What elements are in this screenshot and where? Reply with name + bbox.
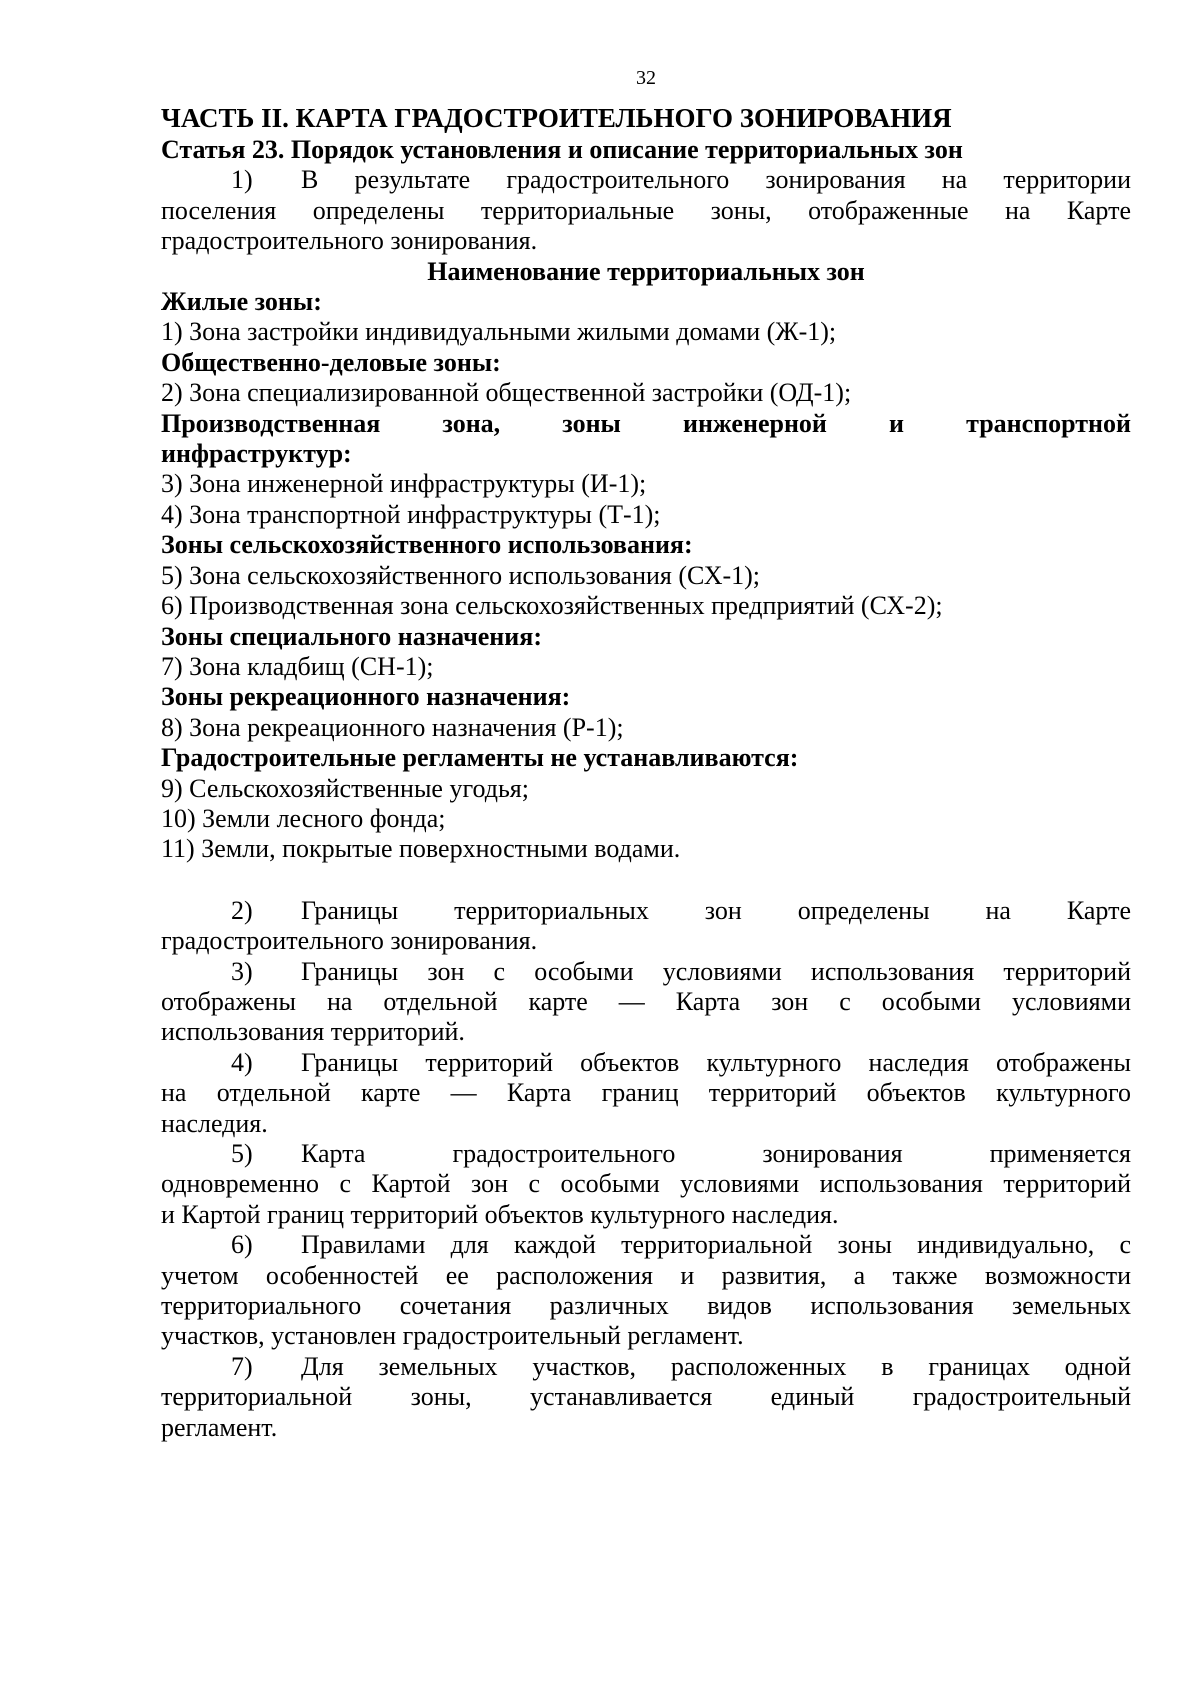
zone-group-title: Зоны специального назначения: xyxy=(161,621,542,651)
paragraph-1 xyxy=(161,165,1131,256)
paragraph-line: градостроительного зонирования. xyxy=(161,226,538,256)
zone-group-title: Градостроительные регламенты не устанавливаются: xyxy=(161,743,799,773)
paragraph-4 xyxy=(161,1048,1131,1139)
zone-group-title: Общественно-деловые зоны: xyxy=(161,347,501,377)
paragraph-line: регламент. xyxy=(161,1412,278,1442)
paragraph-6 xyxy=(161,1230,1131,1352)
paragraph-line: участков, установлен градостроительный регламент. xyxy=(161,1321,744,1351)
zone-item: 4) Зона транспортной инфраструктуры (Т-1); xyxy=(161,499,661,529)
zone-group-production xyxy=(161,409,1131,531)
article-title: Статья 23. Порядок установления и описание территориальных зон xyxy=(161,135,963,164)
paragraph-line: поселения определены территориальные зоны, отображенные на Карте xyxy=(161,195,1131,225)
zone-item: 8) Зона рекреационного назначения (Р-1); xyxy=(161,712,624,742)
paragraph-number: 2) xyxy=(231,895,253,925)
zone-group-title: инфраструктур: xyxy=(161,439,352,469)
paragraph-line: 2) Границы территориальных зон определены на Карте xyxy=(231,895,1131,925)
paragraph-line: учетом особенностей ее расположения и развития, а также возможности xyxy=(161,1260,1131,1290)
paragraph-2 xyxy=(161,896,1131,957)
zone-group-special xyxy=(161,622,1131,683)
zone-group-title: Жилые зоны: xyxy=(161,287,322,317)
paragraph-7 xyxy=(161,1352,1131,1443)
paragraph-number: 6) xyxy=(231,1230,253,1260)
paragraph-line: 4) Границы территорий объектов культурного наследия отображены xyxy=(231,1047,1131,1077)
paragraph-number: 7) xyxy=(231,1351,253,1381)
zone-item: 3) Зона инженерной инфраструктуры (И-1); xyxy=(161,469,647,499)
paragraph-line: 3) Границы зон с особыми условиями использования территорий xyxy=(231,956,1131,986)
paragraph-number: 1) xyxy=(231,165,253,195)
zone-group-recreation xyxy=(161,682,1131,743)
paragraph-line: 7) Для земельных участков, расположенных в границах одной xyxy=(231,1351,1131,1381)
paragraph-line: отображены на отдельной карте — Карта зон с особыми условиями xyxy=(161,986,1131,1016)
zone-group-residential xyxy=(161,287,1131,348)
zone-item: 2) Зона специализированной общественной застройки (ОД-1); xyxy=(161,378,852,408)
zone-item: 7) Зона кладбищ (СН-1); xyxy=(161,651,434,681)
zones-heading: Наименование территориальных зон xyxy=(427,256,865,286)
zone-group-title: Производственная зона, зоны инженерной и транспортной xyxy=(161,408,1131,438)
paragraph-line: использования территорий. xyxy=(161,1017,465,1047)
paragraph-line: 5) Карта градостроительного зонирования применяется xyxy=(231,1139,1131,1168)
zone-group-title: Зоны рекреационного назначения: xyxy=(161,682,571,712)
paragraph-number: 3) xyxy=(231,956,253,986)
paragraph-number: 5) xyxy=(231,1139,253,1168)
zone-group-title: Зоны сельскохозяйственного использования: xyxy=(161,530,693,560)
paragraph-line: одновременно с Картой зон с особыми условиями использования территорий xyxy=(161,1169,1131,1199)
document-page xyxy=(161,66,1131,1443)
paragraph-line: градостроительного зонирования. xyxy=(161,926,538,956)
paragraph-3 xyxy=(161,957,1131,1048)
zone-group-no-regulations xyxy=(161,743,1131,865)
paragraph-line: территориального сочетания различных видов использования земельных xyxy=(161,1291,1131,1321)
zone-group-agricultural xyxy=(161,530,1131,621)
zone-item: 9) Сельскохозяйственные угодья; xyxy=(161,773,529,803)
paragraph-line: 1) В результате градостроительного зонирования на территории xyxy=(231,165,1131,195)
paragraph-line: 6) Правилами для каждой территориальной зоны индивидуально, с xyxy=(231,1230,1131,1260)
paragraph-number: 4) xyxy=(231,1047,253,1077)
paragraph-line: и Картой границ территорий объектов культурного наследия. xyxy=(161,1199,839,1229)
zone-item: 10) Земли лесного фонда; xyxy=(161,803,446,833)
zone-group-public xyxy=(161,348,1131,409)
page-number: 32 xyxy=(636,67,656,89)
zone-item: 1) Зона застройки индивидуальными жилыми домами (Ж-1); xyxy=(161,317,837,347)
spacer xyxy=(161,865,1131,896)
zone-item: 11) Земли, покрытые поверхностными водами. xyxy=(161,834,681,864)
zone-item: 6) Производственная зона сельскохозяйственных предприятий (СХ-2); xyxy=(161,591,943,621)
paragraph-line: на отдельной карте — Карта границ территорий объектов культурного xyxy=(161,1078,1131,1108)
paragraph-5 xyxy=(161,1139,1131,1230)
paragraph-line: территориальной зоны, устанавливается единый градостроительный xyxy=(161,1382,1131,1412)
paragraph-line: наследия. xyxy=(161,1108,268,1138)
part-title: ЧАСТЬ II. КАРТА ГРАДОСТРОИТЕЛЬНОГО ЗОНИРОВАНИЯ xyxy=(161,103,952,133)
zone-item: 5) Зона сельскохозяйственного использования (СХ-1); xyxy=(161,560,761,590)
